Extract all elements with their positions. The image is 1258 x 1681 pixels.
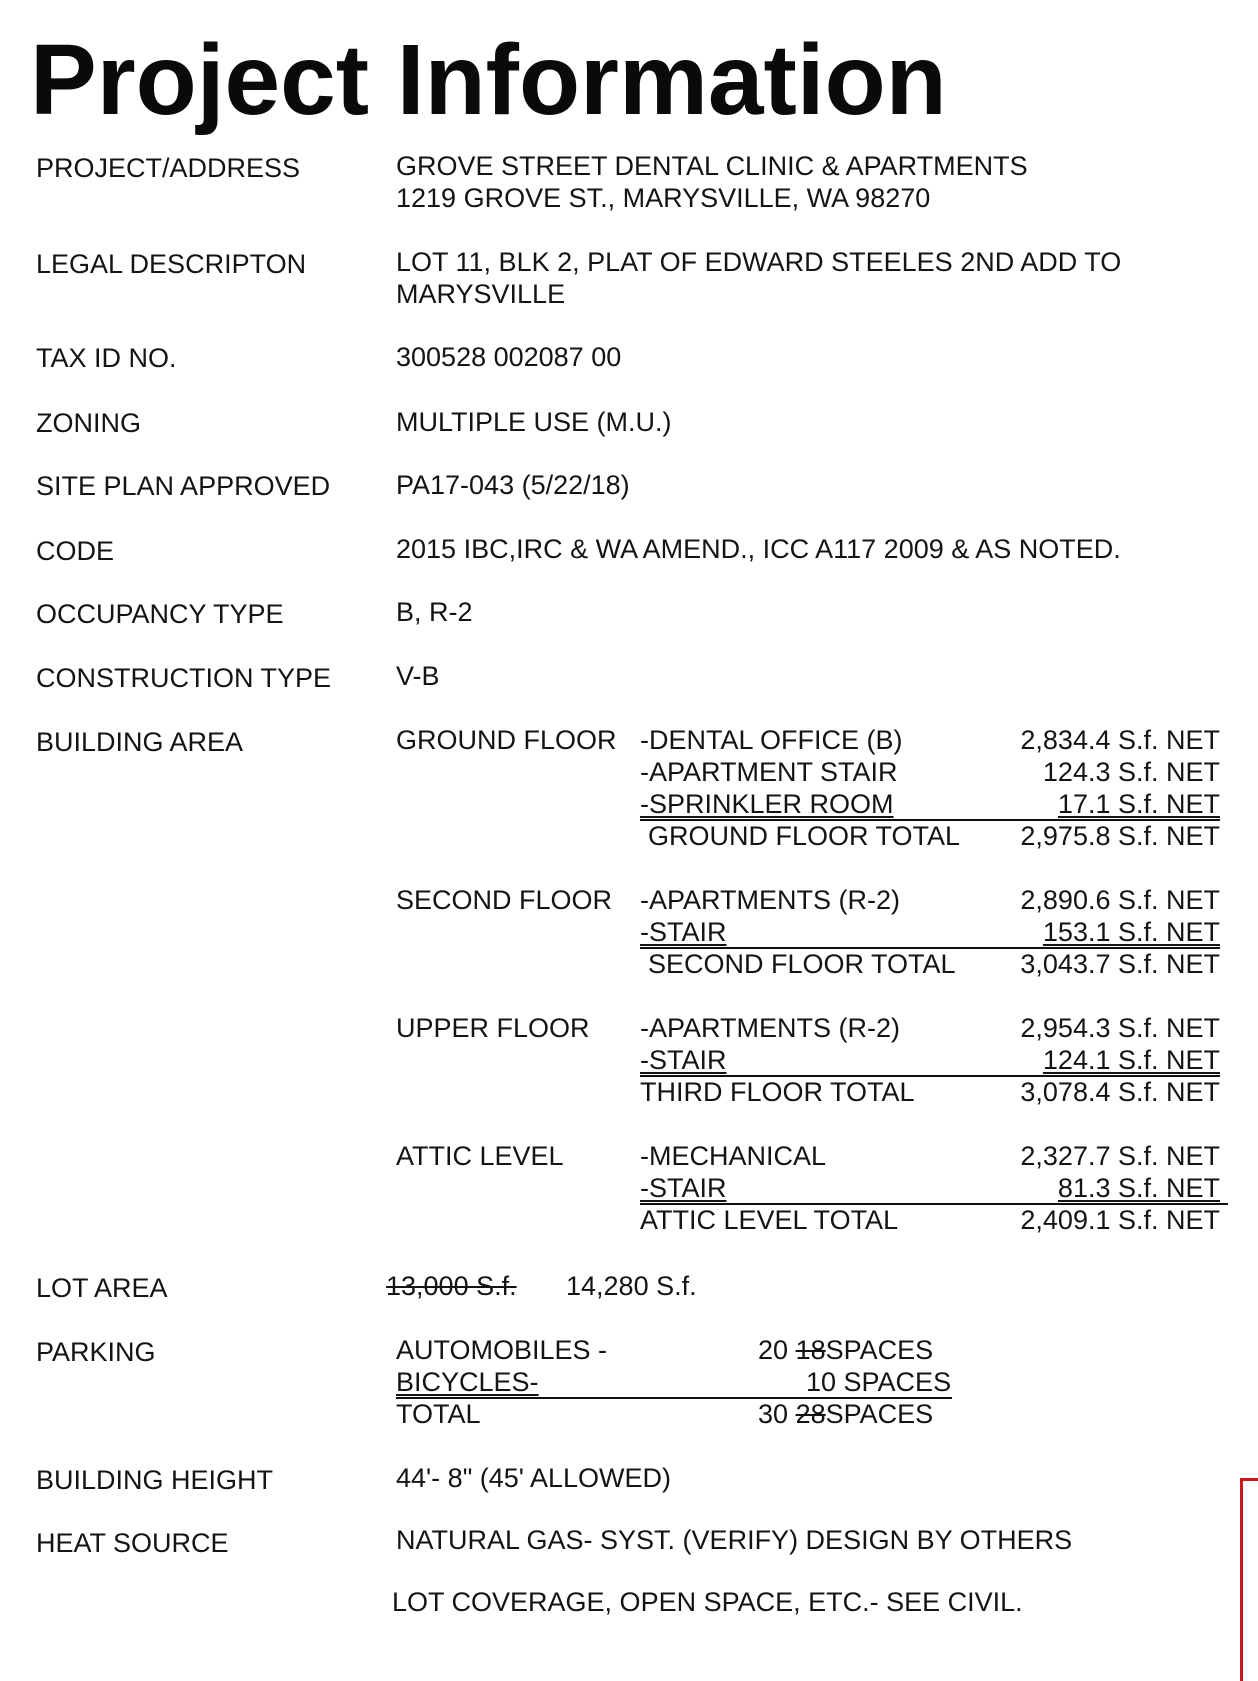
construction-value: V-B: [396, 661, 440, 691]
stamp-border: [1240, 1478, 1258, 1681]
ground-floor-name: GROUND FLOOR: [396, 725, 617, 755]
building-height-label: BUILDING HEIGHT: [36, 1465, 274, 1495]
construction-label: CONSTRUCTION TYPE: [36, 663, 332, 693]
project-name: GROVE STREET DENTAL CLINIC & APARTMENTS: [396, 151, 1028, 181]
automobiles-old-count: 18: [795, 1335, 826, 1365]
legal-description-line1: LOT 11, BLK 2, PLAT OF EDWARD STEELES 2ND ADD TO: [396, 247, 1122, 277]
automobiles-unit: SPACES: [825, 1335, 934, 1365]
area-item: -STAIR: [640, 1173, 727, 1203]
area-value: 153.1 S.f. NET: [1042, 917, 1220, 947]
bicycles-spaces: 10 SPACES: [806, 1367, 952, 1397]
parking-total-label: TOTAL: [396, 1399, 481, 1429]
civil-note: LOT COVERAGE, OPEN SPACE, ETC.- SEE CIVIL.: [392, 1587, 1023, 1617]
attic-level-name: ATTIC LEVEL: [396, 1141, 564, 1171]
code-label: CODE: [36, 536, 115, 566]
area-item: -APARTMENTS (R-2): [640, 1013, 901, 1043]
bicycles-label: BICYCLES-: [396, 1367, 539, 1397]
automobiles-label: AUTOMOBILES -: [396, 1335, 608, 1365]
upper-floor-name: UPPER FLOOR: [396, 1013, 590, 1043]
heat-source-label: HEAT SOURCE: [36, 1528, 229, 1558]
third-floor-total-label: THIRD FLOOR TOTAL: [640, 1077, 915, 1107]
third-floor-total: 3,078.4 S.f. NET: [1020, 1077, 1220, 1107]
code-value: 2015 IBC,IRC & WA AMEND., ICC A117 2009 & AS NOTED.: [396, 534, 1121, 564]
parking-total-old-count: 28: [795, 1399, 826, 1429]
heat-source-value: NATURAL GAS- SYST. (VERIFY) DESIGN BY OTHERS: [396, 1525, 1073, 1555]
lot-area-old-value: 13,000 S.f.: [386, 1271, 517, 1301]
area-item: -MECHANICAL: [640, 1141, 827, 1171]
area-item: -STAIR: [640, 917, 727, 947]
area-value: 124.1 S.f. NET: [1042, 1045, 1220, 1075]
lot-area-label: LOT AREA: [36, 1273, 168, 1303]
tax-id-label: TAX ID NO.: [36, 343, 177, 373]
area-item: -APARTMENTS (R-2): [640, 885, 901, 915]
automobiles-spaces: [758, 1334, 933, 1366]
parking-total-unit: SPACES: [825, 1399, 934, 1429]
automobiles-count: 20: [758, 1335, 789, 1365]
occupancy-label: OCCUPANCY TYPE: [36, 599, 284, 629]
area-item: -APARTMENT STAIR: [640, 757, 898, 787]
legal-description-line2: MARYSVILLE: [396, 279, 566, 309]
site-plan-label: SITE PLAN APPROVED: [36, 471, 331, 501]
lot-area-value: 14,280 S.f.: [566, 1271, 697, 1301]
area-value: 2,954.3 S.f. NET: [1020, 1013, 1220, 1043]
parking-total-count: 30: [758, 1399, 789, 1429]
building-area-label: BUILDING AREA: [36, 727, 244, 757]
area-value: 81.3 S.f. NET: [1057, 1173, 1220, 1203]
site-plan-value: PA17-043 (5/22/18): [396, 470, 630, 500]
parking-total-spaces: [758, 1398, 933, 1430]
ground-floor-total: 2,975.8 S.f. NET: [1020, 821, 1220, 851]
area-value: 17.1 S.f. NET: [1057, 789, 1220, 819]
ground-floor-total-label: GROUND FLOOR TOTAL: [648, 821, 961, 851]
occupancy-value: B, R-2: [396, 597, 473, 627]
area-item: -STAIR: [640, 1045, 727, 1075]
building-height-value: 44'- 8" (45' ALLOWED): [396, 1463, 671, 1493]
area-value: 2,327.7 S.f. NET: [1020, 1141, 1220, 1171]
second-floor-name: SECOND FLOOR: [396, 885, 613, 915]
second-floor-total-label: SECOND FLOOR TOTAL: [648, 949, 956, 979]
legal-description-label: LEGAL DESCRIPTON: [36, 249, 307, 279]
second-floor-total: 3,043.7 S.f. NET: [1020, 949, 1220, 979]
attic-level-total: 2,409.1 S.f. NET: [1020, 1205, 1220, 1235]
area-item: -DENTAL OFFICE (B): [640, 725, 903, 755]
area-value: 2,890.6 S.f. NET: [1020, 885, 1220, 915]
attic-level-total-label: ATTIC LEVEL TOTAL: [640, 1205, 899, 1235]
parking-label: PARKING: [36, 1337, 156, 1367]
project-address-label: PROJECT/ADDRESS: [36, 153, 301, 183]
area-item: -SPRINKLER ROOM: [640, 789, 894, 819]
tax-id-value: 300528 002087 00: [396, 342, 622, 372]
zoning-label: ZONING: [36, 408, 141, 438]
page-title: Project Information: [30, 24, 947, 136]
zoning-value: MULTIPLE USE (M.U.): [396, 407, 672, 437]
area-value: 124.3 S.f. NET: [1042, 757, 1220, 787]
area-value: 2,834.4 S.f. NET: [1020, 725, 1220, 755]
project-address: 1219 GROVE ST., MARYSVILLE, WA 98270: [396, 183, 931, 213]
